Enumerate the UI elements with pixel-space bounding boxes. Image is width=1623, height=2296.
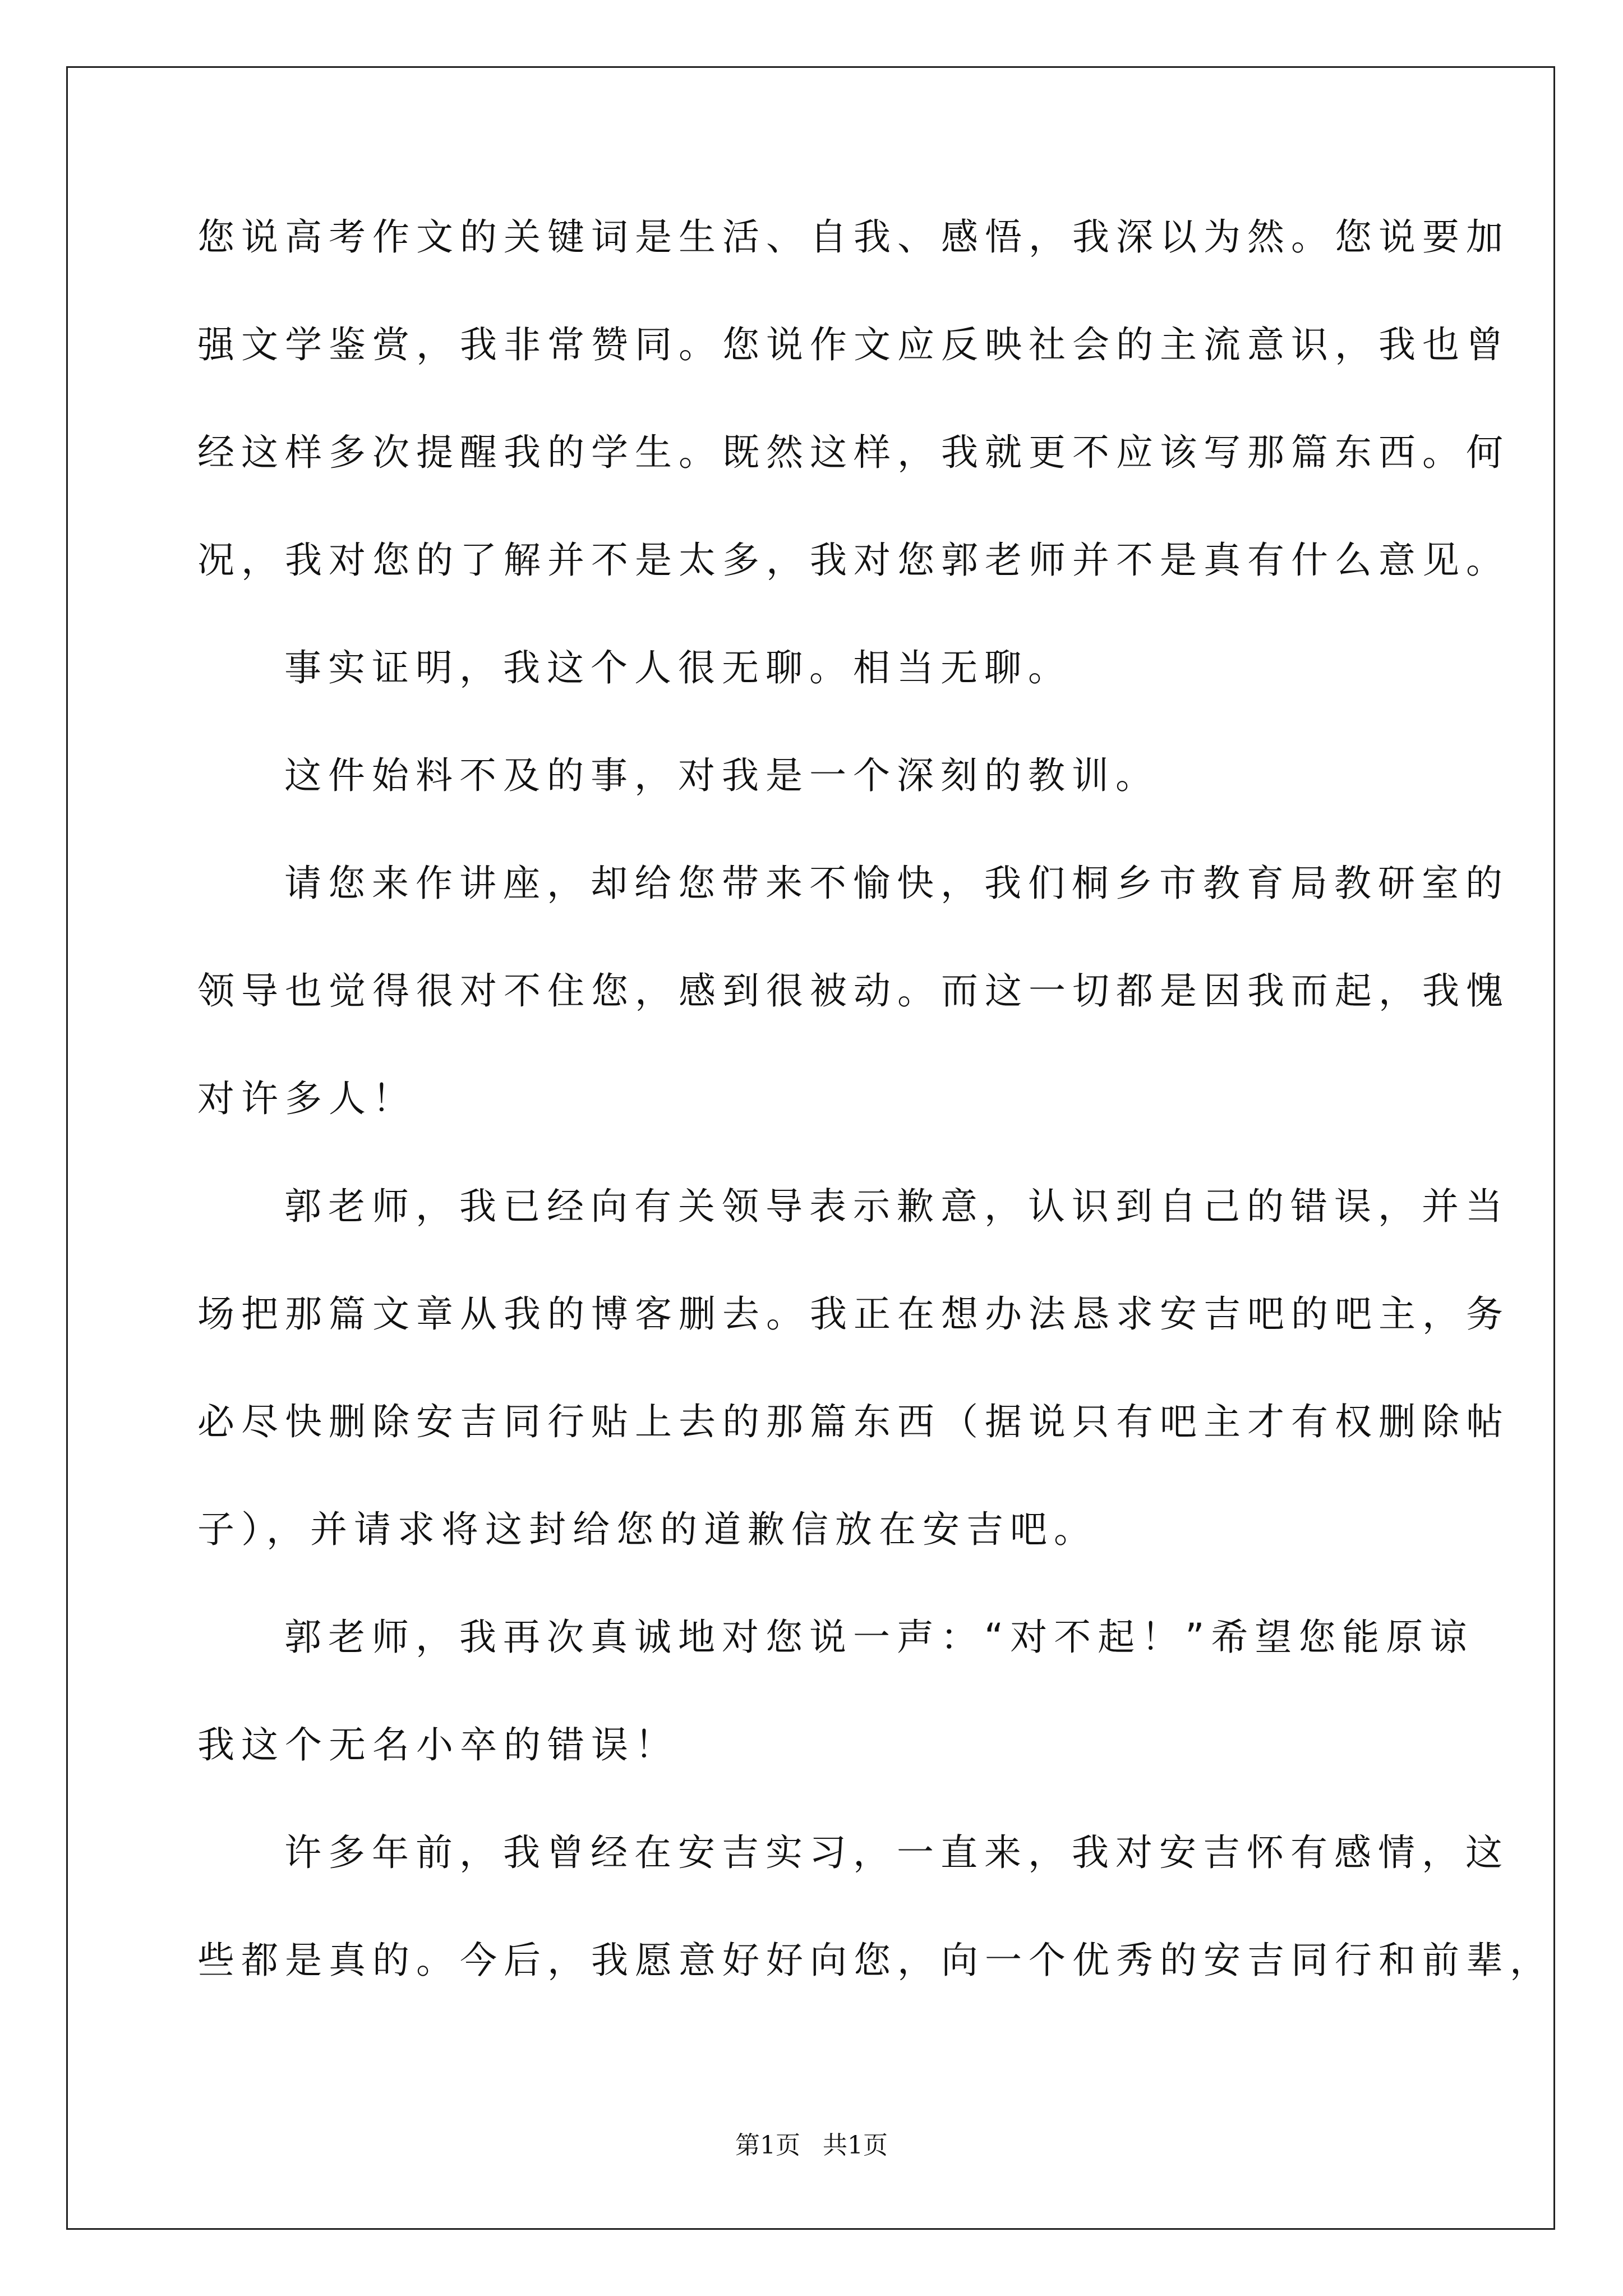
page-border bbox=[66, 66, 1555, 2230]
text-line: 场把那篇文章从我的博客删去。我正在想办法恳求安吉吧的吧主，务 bbox=[197, 1292, 1510, 1336]
text-line: 必尽快删除安吉同行贴上去的那篇东西（据说只有吧主才有权删除帖 bbox=[197, 1400, 1510, 1443]
text-line: 郭老师，我已经向有关领导表示歉意，认识到自己的错误，并当 bbox=[284, 1185, 1509, 1228]
text-line: 强文学鉴赏，我非常赞同。您说作文应反映社会的主流意识，我也曾 bbox=[197, 323, 1510, 366]
text-line: 况，我对您的了解并不是太多，我对您郭老师并不是真有什么意见。 bbox=[197, 539, 1510, 582]
text-line: 许多年前，我曾经在安吉实习，一直来，我对安吉怀有感情，这 bbox=[284, 1831, 1509, 1874]
text-line: 请您来作讲座，却给您带来不愉快，我们桐乡市教育局教研室的 bbox=[284, 862, 1509, 905]
text-line: 对许多人！ bbox=[197, 1077, 416, 1120]
text-line: 领导也觉得很对不住您，感到很被动。而这一切都是因我而起，我愧 bbox=[197, 969, 1510, 1013]
text-line: 子），并请求将这封给您的道歉信放在安吉吧。 bbox=[197, 1508, 1098, 1551]
text-line: 这件始料不及的事，对我是一个深刻的教训。 bbox=[284, 754, 1159, 797]
page-footer bbox=[0, 2129, 1623, 2162]
text-line: 事实证明，我这个人很无聊。相当无聊。 bbox=[284, 646, 1072, 689]
page-total: 共1页 bbox=[823, 2131, 888, 2160]
text-line: 郭老师，我再次真诚地对您说一声：“对不起！”希望您能原谅 bbox=[284, 1616, 1474, 1659]
text-line: 我这个无名小卒的错误！ bbox=[197, 1723, 679, 1766]
page-number: 第1页 bbox=[735, 2131, 800, 2160]
text-line: 您说高考作文的关键词是生活、自我、感悟，我深以为然。您说要加 bbox=[197, 215, 1510, 259]
text-line: 经这样多次提醒我的学生。既然这样，我就更不应该写那篇东西。何 bbox=[197, 431, 1510, 474]
text-line: 些都是真的。今后，我愿意好好向您，向一个优秀的安吉同行和前辈， bbox=[197, 1939, 1553, 1982]
